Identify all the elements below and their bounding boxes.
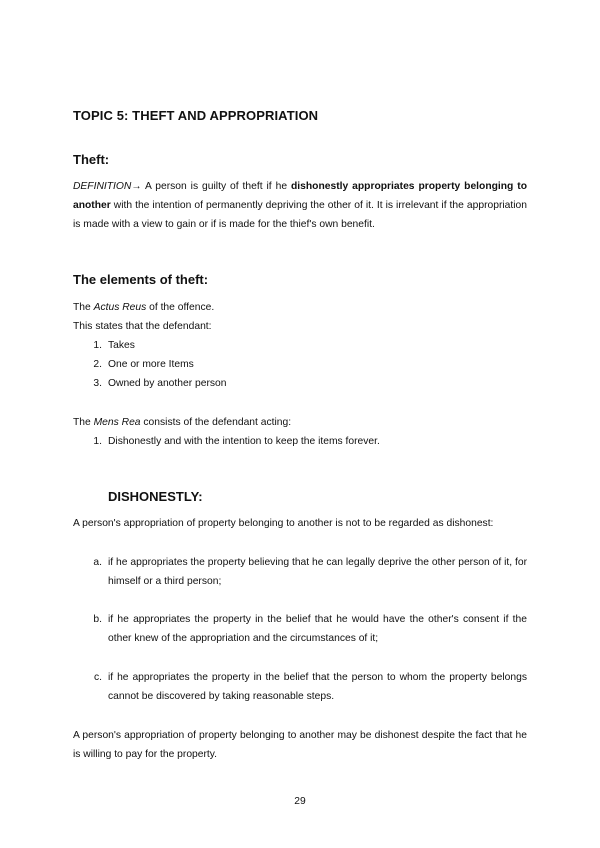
list-item xyxy=(0,336,600,355)
list-text: One or more Items xyxy=(108,359,194,370)
list-item xyxy=(0,374,600,393)
mens-rea-line xyxy=(73,413,291,432)
dishonest-intro: A person's appropriation of property belonging to another is not to be regarded as dishonest: xyxy=(73,518,494,529)
actus-reus-line xyxy=(73,298,214,317)
dishonestly-heading: DISHONESTLY: xyxy=(108,489,203,504)
item-letter: a. xyxy=(93,557,102,568)
dishonest-item xyxy=(0,610,600,650)
mens-rea-post: consists of the defendant acting: xyxy=(140,417,292,428)
theft-heading: Theft: xyxy=(73,152,110,167)
list-text: Owned by another person xyxy=(108,378,227,389)
dishonest-item xyxy=(0,553,600,593)
list-text: Dishonestly and with the intention to keep the items forever. xyxy=(108,436,380,447)
definition-rest: with the intention of permanently depriving the other of it. It is irrelevant if the appropriation is made with a view to gain or if is made for the thief's own benefit. xyxy=(73,200,527,230)
item-text: if he appropriates the property believing that he can legally deprive the other person of it, for himself or a third person; xyxy=(108,557,527,587)
list-number: 3. xyxy=(93,378,102,389)
item-text: if he appropriates the property in the belief that he would have the other's consent if the other knew of the appropriation and the circumstances of it; xyxy=(108,614,527,644)
mens-rea-pre: The xyxy=(73,417,94,428)
item-text: if he appropriates the property in the belief that the person to whom the property belongs cannot be discovered by taking reasonable steps. xyxy=(108,672,527,702)
list-number: 2. xyxy=(93,359,102,370)
definition-paragraph xyxy=(73,177,527,234)
list-text: Takes xyxy=(108,340,135,351)
dishonest-item xyxy=(0,668,600,708)
list-item xyxy=(0,432,600,451)
elements-heading: The elements of theft: xyxy=(73,272,209,287)
actus-reus-term: Actus Reus xyxy=(93,302,147,313)
actus-reus-subline: This states that the defendant: xyxy=(73,321,212,332)
definition-label: DEFINITION→ xyxy=(73,181,142,192)
topic-title: TOPIC 5: THEFT AND APPROPRIATION xyxy=(73,108,319,123)
definition-bold: dishonestly appropriates property belonging to another xyxy=(73,181,527,211)
closing-paragraph: A person's appropriation of property belonging to another may be dishonest despite the fact that he is willing to pay for the property. xyxy=(73,730,527,760)
mens-rea-term: Mens Rea xyxy=(93,417,141,428)
actus-reus-post: of the offence. xyxy=(146,302,215,313)
list-number: 1. xyxy=(93,436,102,447)
actus-reus-pre: The xyxy=(73,302,94,313)
item-letter: b. xyxy=(93,614,102,625)
list-item xyxy=(0,355,600,374)
definition-lead: A person is guilty of theft if he xyxy=(141,181,291,192)
list-number: 1. xyxy=(93,340,102,351)
item-letter: c. xyxy=(93,672,102,683)
page-number: 29 xyxy=(294,796,306,807)
